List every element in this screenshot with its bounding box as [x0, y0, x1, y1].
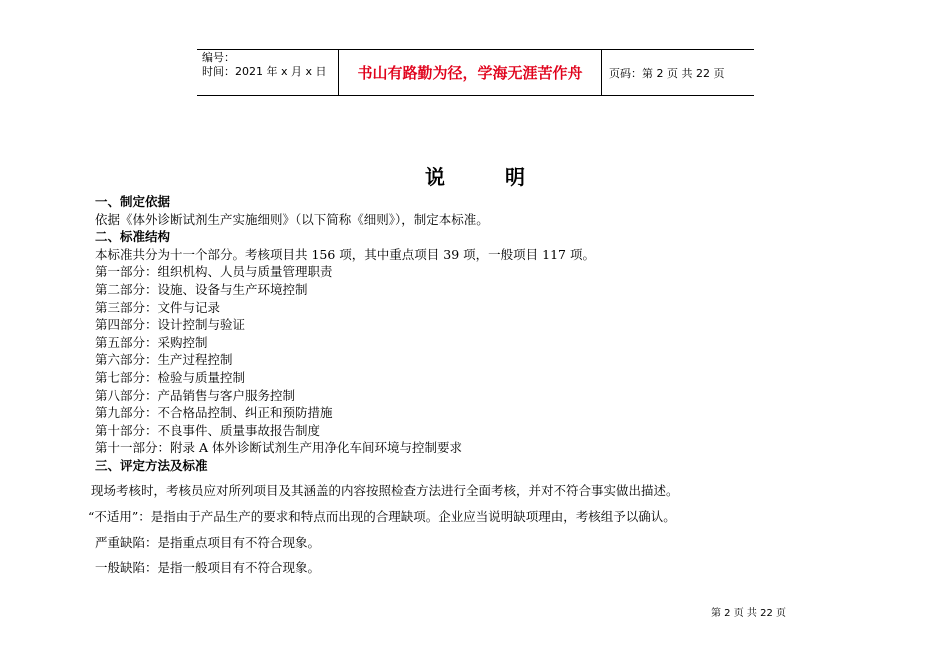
part-item: 第七部分：检验与质量控制: [95, 369, 246, 385]
page-header: [197, 49, 754, 96]
header-page-code: 页码：第 2 页 共 22 页: [609, 66, 725, 80]
part-item: 第一部分：组织机构、人员与质量管理职责: [95, 264, 333, 280]
section-2-heading: 二、标准结构: [95, 229, 171, 245]
section-1-body: 依据《体外诊断试剂生产实施细则》（以下简称《细则》），制定本标准。: [95, 211, 489, 227]
header-number-label: 编号：: [202, 51, 235, 64]
section-3-paragraph: “不适用”：是指由于产品生产的要求和特点而出现的合理缺项。企业应当说明缺项理由，考核组予以确认。: [88, 509, 676, 524]
section-3-heading: 三、评定方法及标准: [95, 457, 208, 473]
part-item: 第十部分：不良事件、质量事故报告制度: [95, 422, 321, 438]
document-body: [95, 193, 855, 475]
section-3-paragraph: 一般缺陷：是指一般项目有不符合现象。: [95, 560, 321, 575]
section-1-heading: 一、制定依据: [95, 194, 171, 209]
part-item: 第八部分：产品销售与客户服务控制: [95, 387, 296, 403]
header-motto: 书山有路勤为径，学海无涯苦作舟: [339, 50, 602, 95]
header-time-label: 时间：2021 年 x 月 x 日: [202, 65, 327, 78]
part-item: 第四部分：设计控制与验证: [95, 317, 246, 333]
section-3-paragraph: 严重缺陷：是指重点项目有不符合现象。: [95, 535, 321, 550]
part-item: 第五部分：采购控制: [95, 334, 208, 350]
page-footer: 第 2 页 共 22 页: [711, 608, 786, 619]
part-item: 第三部分：文件与记录: [95, 299, 221, 315]
section-3-paragraph: 现场考核时，考核员应对所列项目及其涵盖的内容按照检查方法进行全面考核，并对不符合事实做出描述。: [91, 483, 679, 498]
part-item: 第九部分：不合格品控制、纠正和预防措施: [95, 405, 333, 421]
header-meta: [197, 50, 339, 95]
part-item: 第六部分：生产过程控制: [95, 352, 233, 368]
part-item: 第十一部分：附录 A 体外诊断试剂生产用净化车间环境与控制要求: [95, 440, 462, 456]
document-title: 说明: [425, 165, 585, 189]
part-item: 第二部分：设施、设备与生产环境控制: [95, 281, 308, 297]
section-2-body: 本标准共分为十一个部分。考核项目共 156 项，其中重点项目 39 项，一般项目 117 项。: [95, 246, 595, 262]
